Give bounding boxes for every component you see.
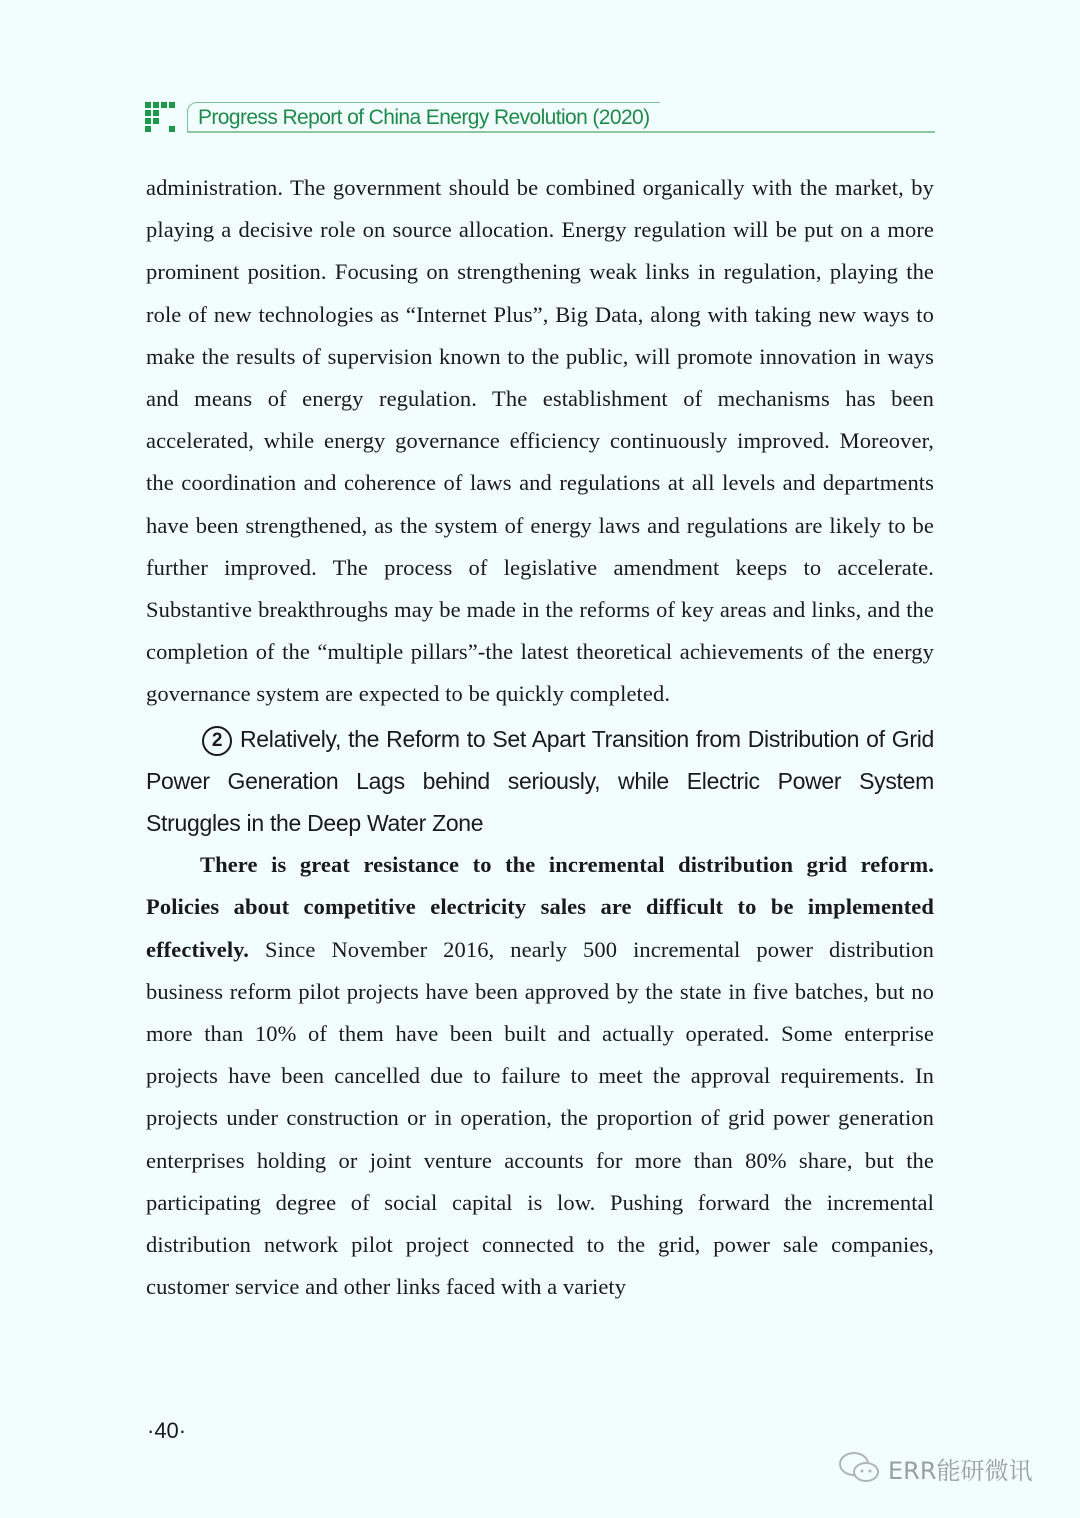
header-title-frame bbox=[187, 102, 660, 131]
watermark bbox=[838, 1450, 1033, 1486]
paragraph-2 bbox=[146, 844, 934, 1308]
paragraph-2-bold-lead: There is great resistance to the incremental distribution grid reform. Policies about competitive electricity sales are difficult to be implemented effectively. bbox=[146, 852, 934, 962]
wechat-icon bbox=[838, 1450, 882, 1486]
section-heading bbox=[146, 718, 934, 845]
section-heading-text: Relatively, the Reform to Set Apart Transition from Distribution of Grid Power Generation Lags behind seriously, while Electric Power System Struggles in the Deep Water Zone bbox=[146, 725, 934, 837]
paragraph-1: administration. The government should be combined organically with the market, by playing a decisive role on source allocation. Energy regulation will be put on a more prominent position. Focusing on strengthening weak links in regulation, playing the role of new technologies as “Internet Plus”, Big Data, along with taking new ways to make the results of supervision known to the public, will promote innovation in ways and means of energy regulation. The establishment of mechanisms has been accelerated, while energy governance efficiency continuously improved. Moreover, the coordination and coherence of laws and regulations at all levels and departments have been strengthened, as the system of energy laws and regulations are likely to be further improved. The process of legislative amendment keeps to accelerate. Substantive breakthroughs may be made in the reforms of key areas and links, and the completion of the “multiple pillars”-the latest theoretical achievements of the energy governance system are expected to be quickly completed. bbox=[146, 175, 934, 707]
body-text bbox=[146, 167, 934, 1308]
paragraph-2-text: Since November 2016, nearly 500 incremental power distribution business reform pilot projects have been approved by the state in five batches, but no more than 10% of them have been built and actually operated. Some enterprise projects have been cancelled due to failure to meet the approval requirements. In projects under construction or in operation, the proportion of grid power generation enterprises holding or joint venture accounts for more than 80% share, but the participating degree of social capital is low. Pushing forward the incremental distribution network pilot project connected to the grid, power sale companies, customer service and other links faced with a variety bbox=[146, 936, 934, 1300]
watermark-text: ERR能研微讯 bbox=[888, 1456, 1033, 1485]
header-divider bbox=[187, 131, 935, 133]
running-header bbox=[145, 100, 935, 136]
header-title: Progress Report of China Energy Revolution (2020) bbox=[198, 106, 650, 129]
report-logo-icon bbox=[145, 102, 175, 132]
circled-number-icon: 2 bbox=[202, 726, 232, 756]
page-number: ·40· bbox=[147, 1418, 187, 1443]
